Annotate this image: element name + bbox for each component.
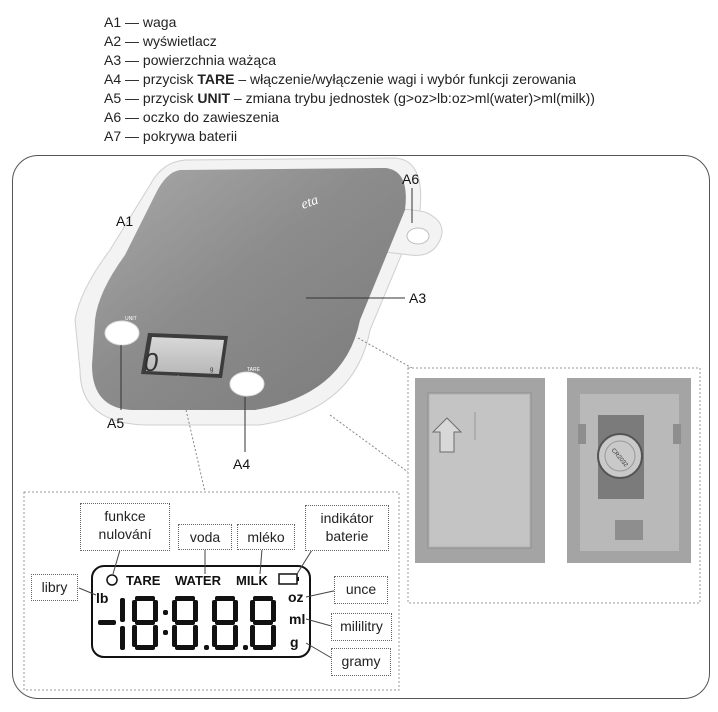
lcd-segment bbox=[172, 625, 177, 647]
lcd-segment bbox=[163, 630, 168, 635]
lcd-segment bbox=[253, 596, 273, 601]
lcd-water: WATER bbox=[175, 573, 221, 588]
lcd-segment bbox=[204, 645, 209, 650]
lcd-oz: oz bbox=[288, 589, 304, 605]
lcd-milk: MILK bbox=[236, 573, 268, 588]
legend-item-a3: A3 — powierzchnia ważąca bbox=[104, 52, 276, 68]
legend-item-a7: A7 — pokrywa baterii bbox=[104, 128, 238, 144]
lcd-lb: lb bbox=[96, 590, 109, 606]
lcd-segment bbox=[243, 645, 248, 650]
lcd-segment bbox=[175, 596, 195, 601]
lcd-segment bbox=[135, 620, 155, 625]
unit-button[interactable] bbox=[105, 321, 139, 345]
label-mililitry: mililitry bbox=[331, 613, 392, 641]
battery-inset bbox=[408, 368, 700, 603]
callout-a3: A3 bbox=[409, 290, 427, 306]
lcd-tare: TARE bbox=[126, 573, 161, 588]
label-unce: unce bbox=[334, 576, 388, 604]
callout-a5: A5 bbox=[107, 415, 125, 431]
coin-battery-label: CR2032 bbox=[609, 447, 629, 469]
hanging-hole bbox=[407, 228, 429, 244]
lcd-segment bbox=[175, 645, 195, 650]
lcd-segment bbox=[98, 620, 116, 625]
lcd-g: g bbox=[290, 634, 299, 650]
unit-button-label: UNIT bbox=[125, 316, 137, 322]
lcd-segment bbox=[132, 625, 137, 647]
lcd-segment bbox=[253, 645, 273, 650]
lcd-segment bbox=[120, 626, 125, 650]
label-mleko: mléko bbox=[237, 524, 295, 550]
lcd-segment bbox=[153, 600, 158, 622]
kitchen-scale bbox=[75, 158, 442, 425]
callout-a1: A1 bbox=[116, 213, 134, 229]
legend-item-a6: A6 — oczko do zawieszenia bbox=[104, 109, 280, 125]
lcd-segment bbox=[175, 620, 195, 625]
scale-display-unit: g bbox=[210, 367, 214, 373]
lcd-segment bbox=[250, 600, 255, 622]
lcd-segment bbox=[271, 600, 276, 622]
lcd-segment bbox=[212, 600, 217, 622]
lcd-segment bbox=[250, 625, 255, 647]
lcd-segment bbox=[120, 598, 125, 622]
lcd-segment bbox=[193, 625, 198, 647]
lcd-ml: ml bbox=[289, 611, 306, 627]
lcd-segment bbox=[215, 645, 235, 650]
lcd-segment bbox=[193, 600, 198, 622]
tare-button[interactable] bbox=[230, 372, 264, 396]
label-funkce-nulovani: funkce nulování bbox=[80, 503, 170, 551]
lcd-segment bbox=[253, 620, 273, 625]
lcd-segment bbox=[215, 596, 235, 601]
label-libry: libry bbox=[31, 574, 78, 601]
lcd-segment bbox=[135, 596, 155, 601]
legend-item-a2: A2 — wyświetlacz bbox=[104, 33, 217, 49]
callout-a4: A4 bbox=[233, 456, 251, 472]
lcd-segment bbox=[212, 625, 217, 647]
lcd-segment bbox=[132, 600, 137, 622]
lcd-segment bbox=[135, 645, 155, 650]
lcd-segment bbox=[215, 620, 235, 625]
lcd-segment bbox=[233, 600, 238, 622]
label-gramy: gramy bbox=[331, 648, 391, 676]
lcd-segment bbox=[271, 625, 276, 647]
legend-item-a4: A4 — przycisk TARE – włączenie/wyłączenie wagi i wybór funkcji zerowania bbox=[104, 71, 577, 87]
lcd-segment bbox=[163, 610, 168, 615]
label-voda: voda bbox=[178, 524, 232, 550]
legend-item-a5: A5 — przycisk UNIT – zmiana trybu jednostek (g>oz>lb:oz>ml(water)>ml(milk)) bbox=[104, 90, 595, 106]
brand-logo: eta bbox=[299, 192, 321, 213]
callout-a6: A6 bbox=[402, 171, 420, 187]
lcd-segment bbox=[153, 625, 158, 647]
scale-display-digit: 0 bbox=[142, 347, 161, 377]
label-indikator-baterie: indikátor baterie bbox=[305, 505, 389, 551]
tare-button-label: TARE bbox=[247, 367, 260, 373]
lcd-segment bbox=[233, 625, 238, 647]
legend-item-a1: A1 — waga bbox=[104, 14, 177, 30]
lcd-segment bbox=[172, 600, 177, 622]
scale-display bbox=[141, 333, 228, 378]
